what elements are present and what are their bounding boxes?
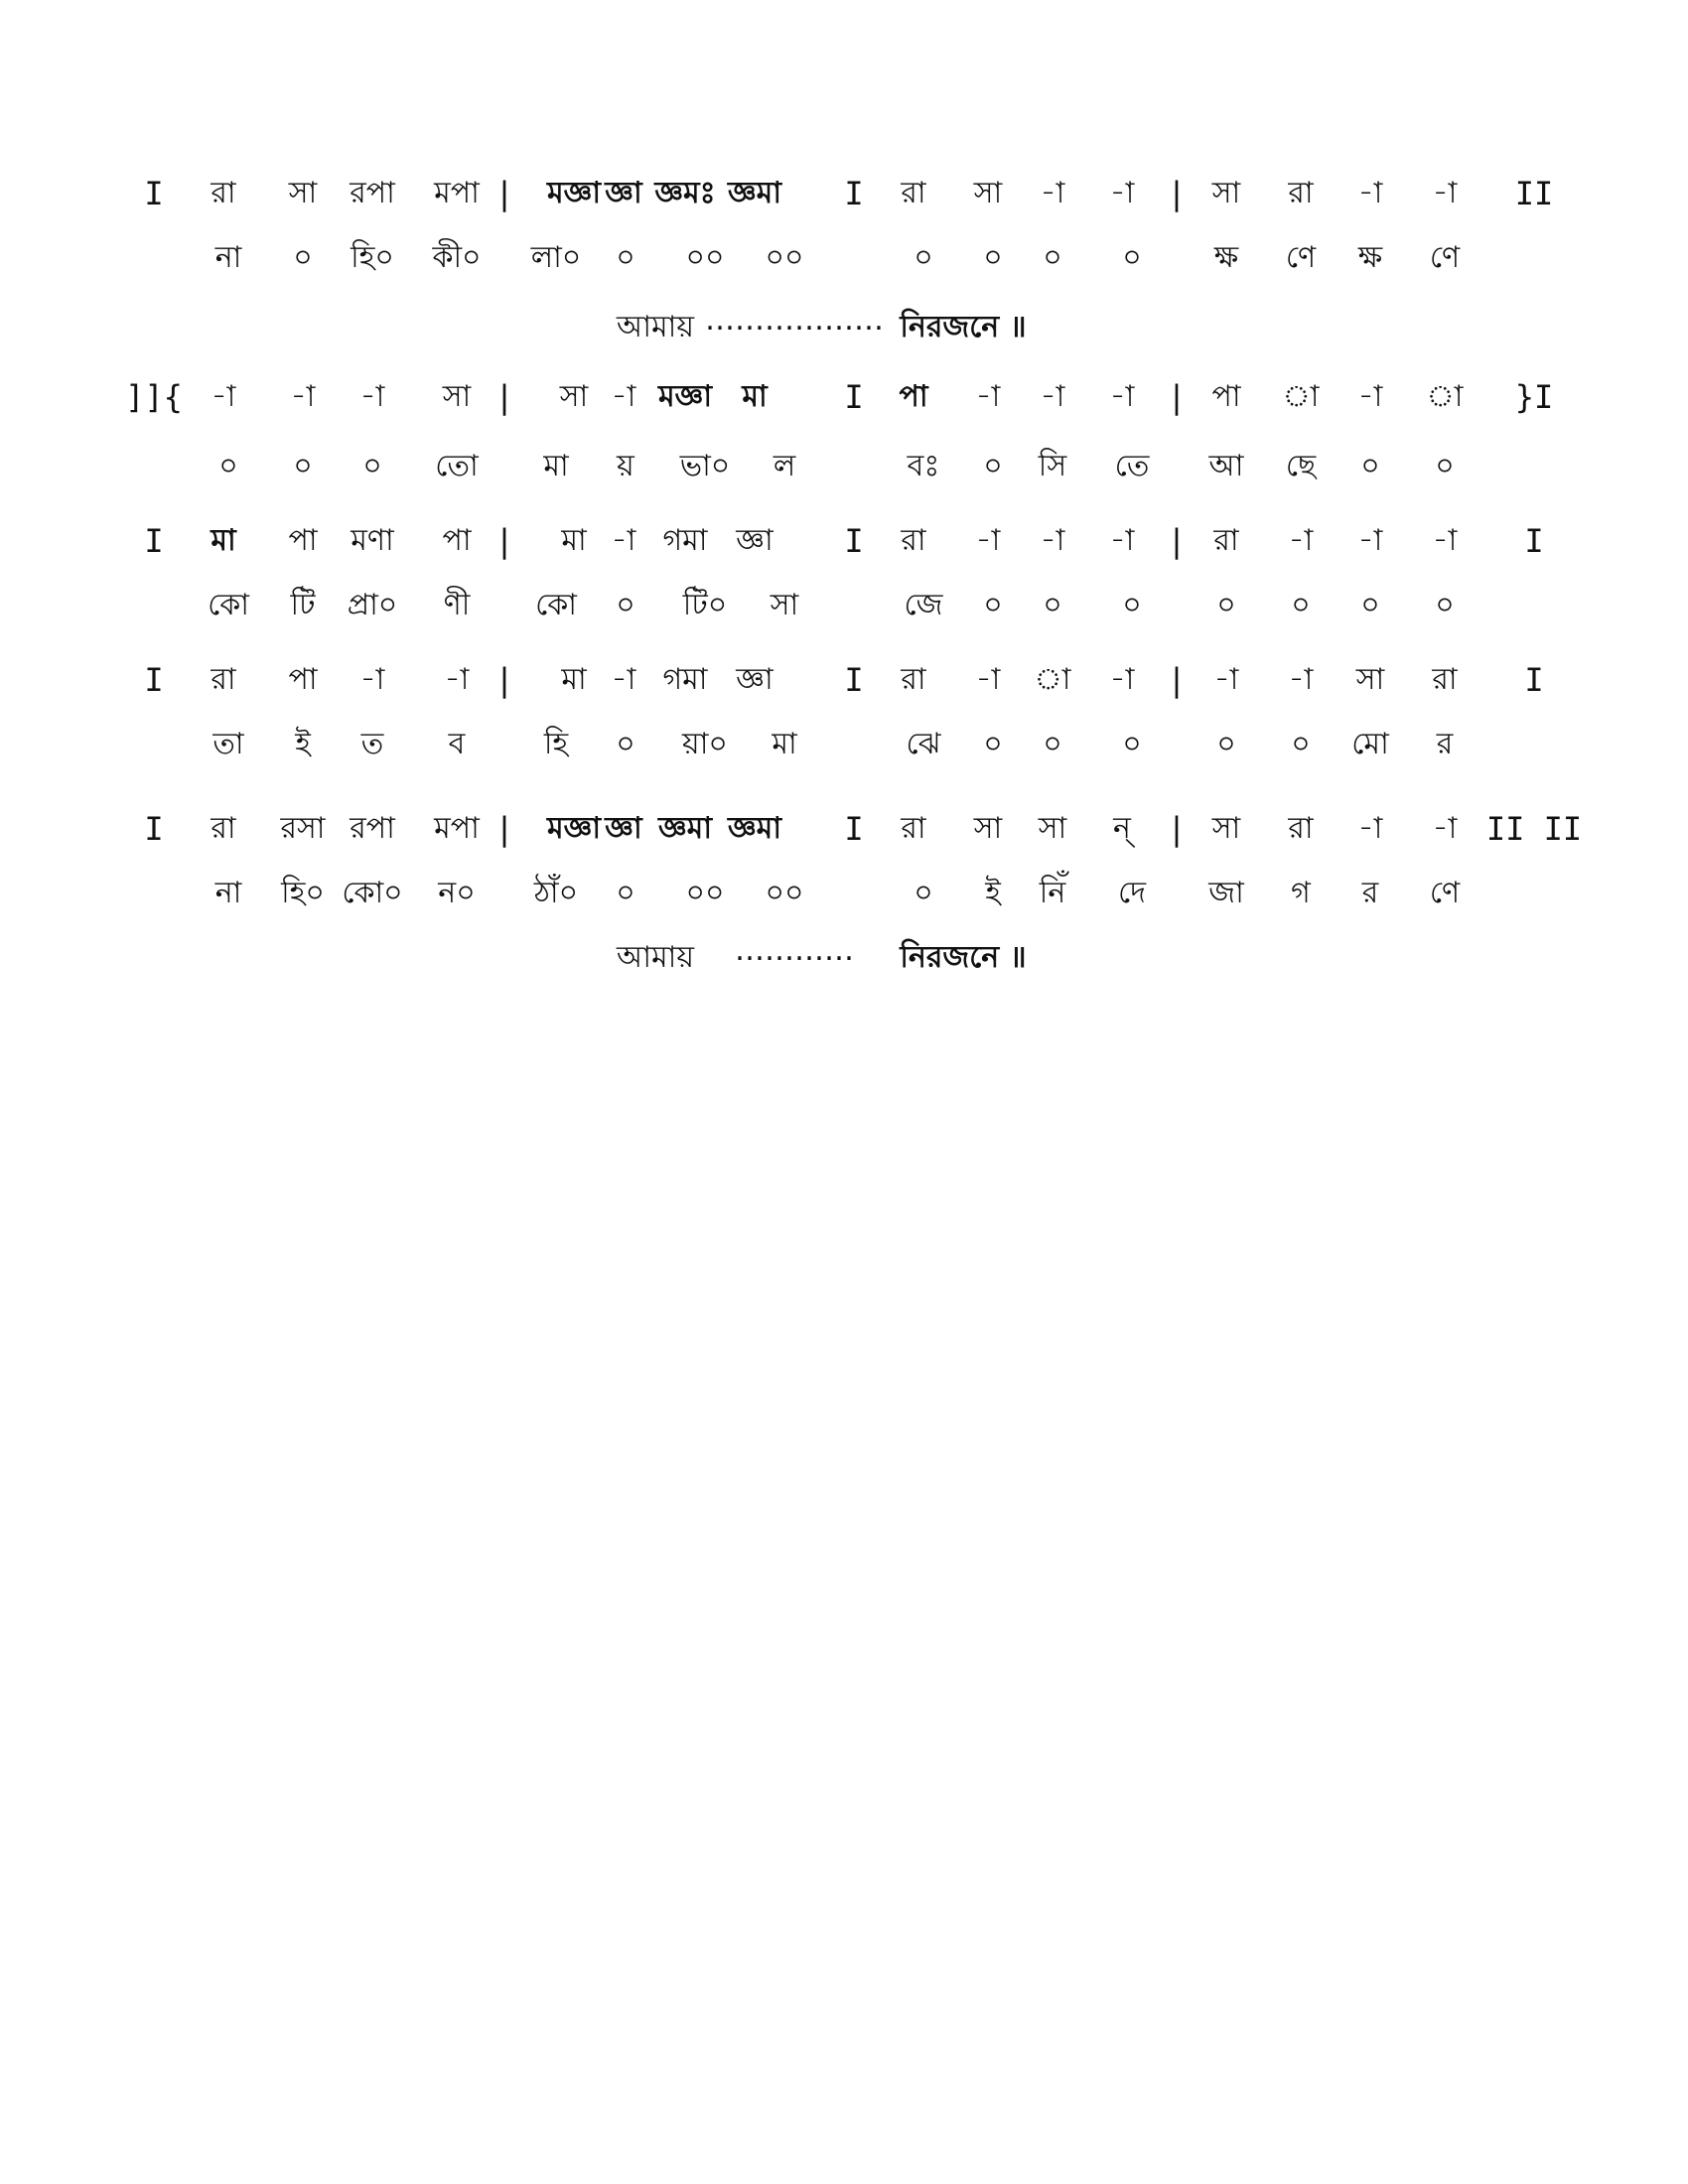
lyric-syllable: ০০ (685, 240, 725, 275)
refrain-line (0, 303, 1688, 352)
note: া (1282, 379, 1320, 414)
lyric-syllable: র (1361, 876, 1379, 910)
note: রা (1288, 811, 1314, 846)
note: া (1426, 379, 1464, 414)
note: জ্ঞমা (727, 176, 782, 210)
lyric-syllable: কো০ (342, 876, 403, 910)
note: রপা (350, 811, 395, 846)
lyric-syllable: ০ (218, 449, 238, 483)
note: -া (975, 662, 1001, 697)
lyric-syllable: ণে (1429, 240, 1461, 275)
note: -া (1109, 523, 1135, 558)
note: জ্ঞা (736, 523, 774, 558)
note: মা (561, 662, 587, 697)
lyric-syllable: ক্ষ (1213, 240, 1239, 275)
lyric-syllable: ০ (1043, 588, 1062, 622)
lyric-syllable: ০ (1360, 449, 1380, 483)
note: -া (1432, 811, 1458, 846)
lyric-syllable: ০ (914, 240, 933, 275)
note: মা (211, 523, 236, 558)
note: সা (1355, 662, 1385, 697)
lyric-syllable: না (214, 876, 242, 910)
lyric-syllable: টি (290, 588, 316, 622)
lyric-syllable: ন০ (438, 876, 476, 910)
note: রপা (350, 176, 395, 210)
notation-row (0, 377, 1688, 437)
bar-marker: I (144, 175, 164, 212)
lyric-syllable: সা (770, 588, 799, 622)
note: -া (1109, 662, 1135, 697)
note: সা (288, 176, 318, 210)
note: -া (1213, 662, 1239, 697)
bar-marker: II (1514, 175, 1554, 212)
lyric-syllable: ০ (983, 449, 1003, 483)
lyric-row (0, 874, 1688, 933)
lyric-syllable: ০ (983, 727, 1003, 761)
note: জ্ঞা (605, 176, 642, 210)
bar-marker: | (1167, 378, 1187, 416)
bar-marker: I (144, 810, 164, 848)
bar-marker: II II (1485, 810, 1583, 848)
lyric-syllable: ঝে (906, 727, 941, 761)
lyric-syllable: মো (1351, 727, 1389, 761)
lyric-syllable: ই (985, 876, 1001, 910)
lyric-syllable: কো (208, 588, 249, 622)
note: সা (973, 811, 1003, 846)
lyric-syllable: তা (212, 727, 244, 761)
lyric-syllable: বঃ (907, 449, 940, 483)
note: রা (211, 176, 236, 210)
lyric-syllable: ঠাঁ০ (533, 876, 579, 910)
lyric-syllable: ০ (1122, 240, 1142, 275)
note: -া (1357, 176, 1383, 210)
note: মজ্ঞা (546, 176, 602, 210)
refrain-line (0, 933, 1688, 983)
lyric-syllable: ০ (1216, 588, 1236, 622)
bar-marker: I (844, 378, 864, 416)
lyric-syllable: ০০ (765, 240, 804, 275)
note: রা (1213, 523, 1239, 558)
refrain-start: আমায় (616, 940, 695, 975)
note: সা (973, 176, 1003, 210)
bar-marker: I (844, 810, 864, 848)
bar-marker: I (844, 661, 864, 699)
lyric-row (0, 447, 1688, 506)
note: গমা (662, 523, 708, 558)
bar-marker: I (1524, 661, 1544, 699)
note: সা (1038, 811, 1067, 846)
lyric-syllable: নিঁ (1039, 876, 1066, 910)
lyric-syllable: ণে (1429, 876, 1461, 910)
lyric-syllable: ০ (1122, 588, 1142, 622)
note: সা (442, 379, 472, 414)
bar-marker: | (1167, 175, 1187, 212)
lyric-syllable: ০ (1216, 727, 1236, 761)
lyric-syllable: ভা০ (679, 449, 731, 483)
note: -া (1432, 523, 1458, 558)
bar-marker: | (1167, 810, 1187, 848)
lyric-syllable: মা (772, 727, 797, 761)
lyric-syllable: ০ (616, 876, 635, 910)
bar-marker: | (494, 175, 514, 212)
lyric-syllable: ০ (616, 588, 635, 622)
lyric-syllable: জে (904, 588, 943, 622)
note: -া (1109, 176, 1135, 210)
note: -া (1109, 379, 1135, 414)
lyric-syllable: ল (773, 449, 796, 483)
lyric-syllable: তো (435, 449, 479, 483)
note: পা (1211, 379, 1241, 414)
lyric-syllable: তে (1114, 449, 1150, 483)
bar-marker: | (494, 522, 514, 560)
bar-marker: I (144, 661, 164, 699)
note: রা (901, 523, 926, 558)
note: মপা (434, 176, 480, 210)
note: -া (359, 662, 385, 697)
lyric-syllable: ক্ষ (1357, 240, 1383, 275)
lyric-syllable: ০ (1360, 588, 1380, 622)
lyric-row (0, 725, 1688, 784)
lyric-syllable: ০ (1435, 449, 1455, 483)
lyric-syllable: হি০ (281, 876, 325, 910)
note: রা (901, 811, 926, 846)
note: রা (1432, 662, 1458, 697)
note: -া (611, 662, 636, 697)
lyric-syllable: না (214, 240, 242, 275)
lyric-syllable: ০ (616, 727, 635, 761)
note: -া (290, 379, 316, 414)
note: রা (1288, 176, 1314, 210)
note: -া (1288, 523, 1314, 558)
note: -া (1357, 379, 1383, 414)
lyric-syllable: মা (543, 449, 569, 483)
lyric-syllable: ০ (293, 240, 313, 275)
note: জ্ঞা (736, 662, 774, 697)
note: সা (1211, 811, 1241, 846)
lyric-syllable: আ (1208, 449, 1244, 483)
lyric-syllable: ০ (1122, 727, 1142, 761)
notation-row (0, 521, 1688, 581)
lyric-syllable: হি০ (351, 240, 394, 275)
note: পা (288, 662, 318, 697)
note: মা (561, 523, 587, 558)
note: জ্ঞমঃ (654, 176, 716, 210)
notation-row (0, 174, 1688, 233)
note: রা (211, 662, 236, 697)
lyric-syllable: ০ (1043, 727, 1062, 761)
lyric-syllable: য়া০ (682, 727, 728, 761)
lyric-syllable: ০ (293, 449, 313, 483)
note: -া (1040, 176, 1065, 210)
note: -া (1432, 176, 1458, 210)
refrain-end: নিরজনে ॥ (900, 310, 1027, 344)
lyric-syllable: প্রা০ (347, 588, 398, 622)
lyric-row (0, 238, 1688, 298)
note: -া (611, 379, 636, 414)
bar-marker: I (844, 175, 864, 212)
lyric-syllable: ই (295, 727, 311, 761)
bar-marker: | (494, 661, 514, 699)
bar-marker: | (1167, 522, 1187, 560)
lyric-syllable: কো (535, 588, 577, 622)
lyric-syllable: ণী (443, 588, 471, 622)
lyric-syllable: ০ (914, 876, 933, 910)
note: মপা (434, 811, 480, 846)
note: -া (1288, 662, 1314, 697)
lyric-syllable: ০ (1291, 727, 1311, 761)
note: সা (1211, 176, 1241, 210)
note: পা (442, 523, 472, 558)
refrain-dots: ………… (735, 933, 854, 968)
bar-marker: I (844, 522, 864, 560)
lyric-syllable: ণে (1285, 240, 1317, 275)
lyric-syllable: য় (617, 449, 634, 483)
bar-marker: }I (1514, 378, 1554, 416)
note: সা (559, 379, 589, 414)
lyric-syllable: ০ (362, 449, 382, 483)
lyric-syllable: র (1436, 727, 1454, 761)
lyric-syllable: ০ (983, 240, 1003, 275)
note: -া (1040, 523, 1065, 558)
notation-row (0, 660, 1688, 720)
note: জ্ঞমা (657, 811, 713, 846)
note: -া (359, 379, 385, 414)
refrain-start: আমায় (616, 310, 695, 344)
bar-marker: I (1524, 522, 1544, 560)
bar-marker: I (144, 522, 164, 560)
notation-row (0, 809, 1688, 869)
note: পা (288, 523, 318, 558)
note: গমা (662, 662, 708, 697)
refrain-end: নিরজনে ॥ (900, 940, 1027, 975)
note: -া (444, 662, 470, 697)
note: -া (975, 523, 1001, 558)
note: মণা (351, 523, 394, 558)
lyric-syllable: ত (360, 727, 384, 761)
lyric-syllable: টি০ (682, 588, 728, 622)
note: -া (1357, 811, 1383, 846)
lyric-syllable: ০০ (765, 876, 804, 910)
note: মজ্ঞা (546, 811, 602, 846)
lyric-syllable: সি (1038, 449, 1067, 483)
note: জ্ঞা (605, 811, 642, 846)
lyric-syllable: ০ (616, 240, 635, 275)
note: রা (901, 176, 926, 210)
lyric-syllable: ০ (1435, 588, 1455, 622)
note: -া (1040, 379, 1065, 414)
lyric-row (0, 586, 1688, 645)
note: -া (211, 379, 236, 414)
lyric-syllable: ০ (983, 588, 1003, 622)
note: রা (901, 662, 926, 697)
note: মজ্ঞা (657, 379, 713, 414)
lyric-syllable: দে (1118, 876, 1146, 910)
note: -া (975, 379, 1001, 414)
note: -া (1357, 523, 1383, 558)
note: পা (899, 379, 928, 414)
bar-marker: ]]{ (125, 378, 183, 416)
note: রা (211, 811, 236, 846)
refrain-dots: ……………… (705, 303, 884, 338)
lyric-syllable: লা০ (530, 240, 582, 275)
lyric-syllable: কী০ (432, 240, 482, 275)
lyric-syllable: ০ (1043, 240, 1062, 275)
lyric-syllable: হি (543, 727, 569, 761)
note: মা (742, 379, 768, 414)
note: জ্ঞমা (727, 811, 782, 846)
bar-marker: | (494, 378, 514, 416)
lyric-syllable: জা (1208, 876, 1244, 910)
bar-marker: | (1167, 661, 1187, 699)
note: া (1034, 662, 1071, 697)
lyric-syllable: গ (1291, 876, 1311, 910)
lyric-syllable: ছে (1285, 449, 1317, 483)
note: রসা (280, 811, 326, 846)
lyric-syllable: ব (448, 727, 466, 761)
lyric-syllable: ০ (1291, 588, 1311, 622)
note: -া (611, 523, 636, 558)
lyric-syllable: ০০ (685, 876, 725, 910)
note: ন্ (1113, 811, 1131, 846)
bar-marker: | (494, 810, 514, 848)
